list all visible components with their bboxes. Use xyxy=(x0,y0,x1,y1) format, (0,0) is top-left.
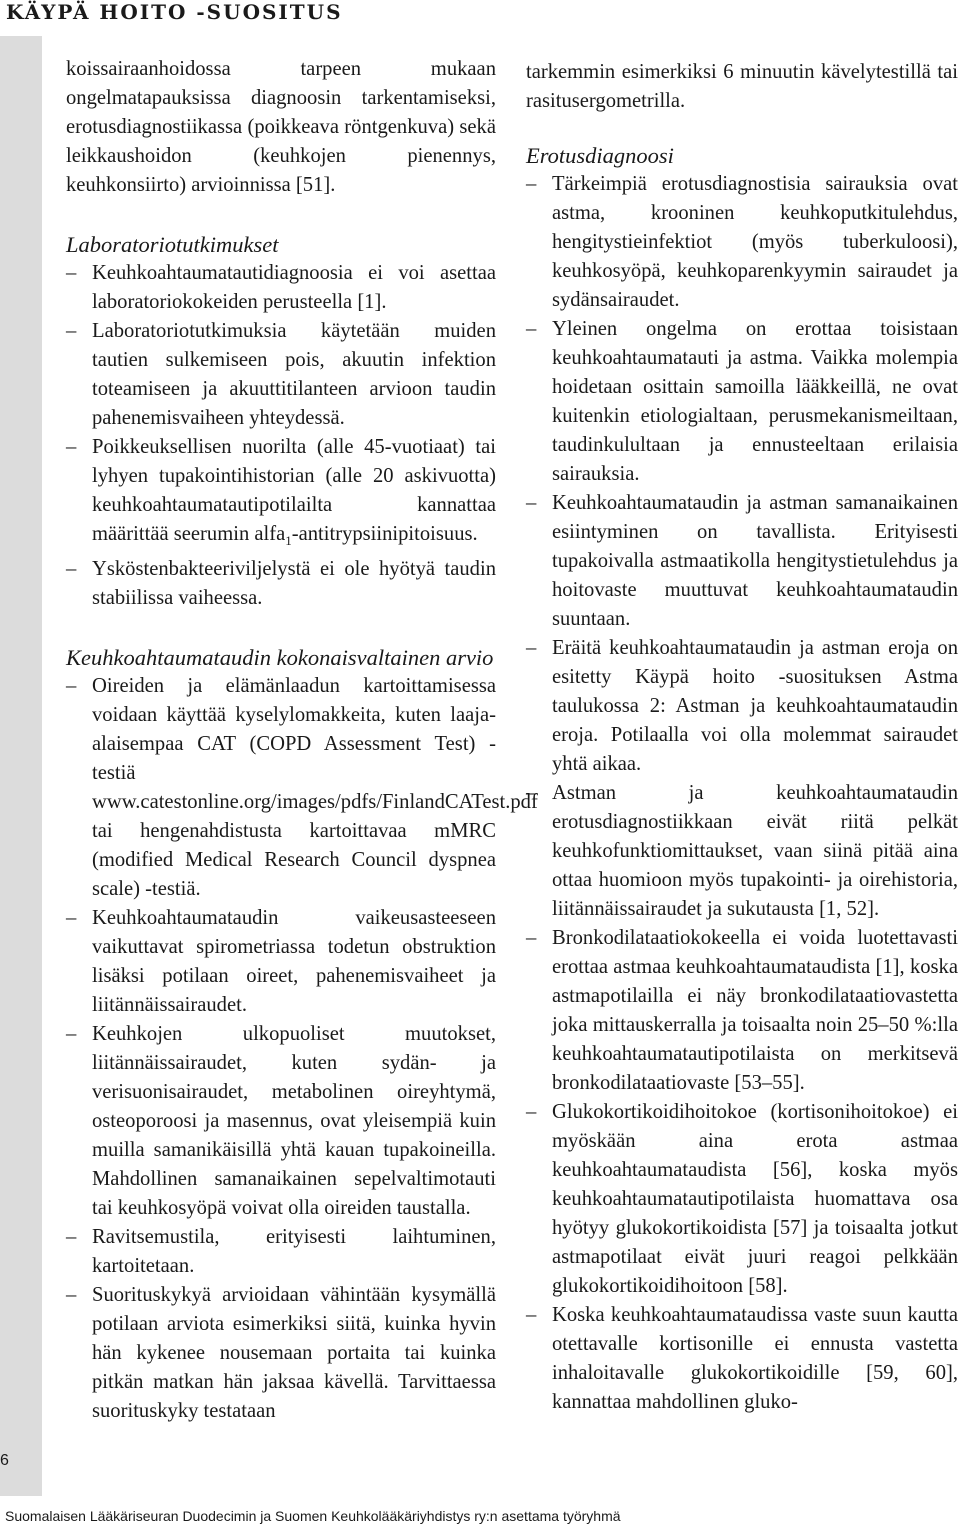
list-item: – Koska keuhkoahtaumataudissa vaste suun kautta otettavalle kortisonille ei ennusta vastetta inhaloitavalle glukokortikoidille [59, 60], kannattaa mahdollinen gluko- xyxy=(526,1301,958,1417)
right-column xyxy=(526,58,958,1417)
list-item: – Keuhkoahtaumatautidiagnoosia ei voi asettaa laboratoriokokeiden perusteella [1]. xyxy=(66,259,496,317)
side-margin-band xyxy=(0,36,42,1496)
list-item: – Yleinen ongelma on erottaa toisistaan keuhkoahtaumatauti ja astma. Vaikka molempia hoidetaan osittain samoilla lääkkeillä, ne ovat kuitenkin etiologialtaan, perusmekanismeiltaan, taudinkulultaan ja ennusteeltaan erilaisia sairauksia. xyxy=(526,315,958,489)
lab-heading: Laboratoriotutkimukset xyxy=(66,232,279,257)
evaluation-heading: Keuhkoahtaumataudin kokonaisvaltainen arvio xyxy=(66,645,494,671)
alfa-item-tail: -antitrypsiinipitoisuus. xyxy=(291,523,478,545)
evaluation-list xyxy=(66,672,538,1426)
page-footer: Suomalaisen Lääkäriseuran Duodecimin ja Suomen Keuhkolääkäriyhdistys ry:n asettama työryhmä xyxy=(5,1508,621,1524)
list-item: – Ysköstenbakteeriviljelystä ei ole hyötyä taudin stabiilissa vaiheessa. xyxy=(66,555,496,613)
list-item: – Eräitä keuhkoahtaumataudin ja astman eroja on esitetty Käypä hoito -suosituksen Astma taulukossa 2: Astman ja keuhkoahtaumataudin eroja. Potilaalla voi olla molemmat sairaudet yhtä aikaa. xyxy=(526,634,958,779)
differential-diagnosis-heading: Erotusdiagnoosi xyxy=(526,143,674,168)
page-header-title: KÄYPÄ HOITO -SUOSITUS xyxy=(6,0,343,24)
list-item: – Laboratoriotutkimuksia käytetään muiden tautien sulkemiseen pois, akuutin infektion toteamiseen ja akuuttitilanteen arvioon taudin pahenemisvaiheen yhteydessä. xyxy=(66,317,496,433)
list-item: – Suorituskykyä arvioidaan vähintään kysymällä potilaan arviota esimerkiksi siitä, kuinka hyvin hän kykenee nousemaan portaita tai kuinka pitkän matkan hän jaksaa kävellä. Tarvittaessa suorituskyky testataan xyxy=(66,1281,496,1426)
list-item: – Keuhkoahtaumataudin vaikeusasteeseen vaikuttavat spirometriassa todetun obstruktion lisäksi potilaan oireet, pahenemisvaiheet ja liitännäissairaudet. xyxy=(66,904,496,1020)
lab-list xyxy=(66,259,496,613)
left-column xyxy=(66,55,538,1426)
right-intro-paragraph: tarkemmin esimerkiksi 6 minuutin kävelytestillä tai rasitusergometrilla. xyxy=(526,61,958,112)
list-item: – Keuhkojen ulkopuoliset muutokset, liitännäissairaudet, kuten sydän- ja verisuonisairaudet, metabolinen oireyhtymä, osteoporoosi ja masennus, ovat yleisempiä kuin muilla samanikäisillä yhtä kauan tupakoineilla. Mahdollinen samanaikainen sepelvaltimotauti tai keuhkosyöpä voivat olla oireiden taustalla. xyxy=(66,1020,496,1223)
list-item: – Astman ja keuhkoahtaumataudin erotusdiagnostiikkaan eivät riitä pelkät keuhkofunktiomittaukset, vaan siinä pitää aina ottaa huomioon myös tupakointi- ja oirehistoria, liitännäissairaudet ja sukutausta [1, 52]. xyxy=(526,779,958,924)
list-item: – Tärkeimpiä erotusdiagnostisia sairauksia ovat astma, krooninen keuhkoputkitulehdus, hengitystieinfektiot (myös tuberkuloosi), keuhkosyöpä, keuhkoparenkyymin sairaudet ja sydänsairaudet. xyxy=(526,170,958,315)
alfa-item-text: Poikkeuksellisen nuorilta (alle 45-vuotiaat) tai lyhyen tupakointihistorian (alle 20 askivuotta) keuhkoahtaumatautipotilailta kannattaa määrittää seerumin alfa xyxy=(92,436,496,545)
differential-diagnosis-list xyxy=(526,170,958,1417)
list-item: – Keuhkoahtaumataudin ja astman samanaikainen esiintyminen on tavallista. Erityisesti tupakoivalla astmaatikolla hengitystietulehdus ja hoitovaste muuttuvat keuhkoahtaumataudin suuntaan. xyxy=(526,489,958,634)
list-item: – Oireiden ja elämänlaadun kartoittamisessa voidaan käyttää kyselylomakkeita, kuten laaja-alaisempaa CAT (COPD Assessment Test) -testiä www.catestonline.org/images/pdfs/FinlandCATest.pdf tai hengenahdistusta kartoittavaa mMRC (modified Medical Research Council dyspnea scale) -testiä. xyxy=(66,672,496,904)
list-item xyxy=(66,433,496,555)
list-item: – Glukokortikoidihoitokoe (kortisonihoitokoe) ei myöskään aina erota astmaa keuhkoahtaumataudista [56], koska myös keuhkoahtaumatautipotilaista huomattava osa hyötyy glukokortikoidista [57] ja toisaalta jotkut astmapotilaat eivät juuri reagoi pelkkään glukokortikoidihoitoon [58]. xyxy=(526,1098,958,1301)
alfa-subscript: 1 xyxy=(285,533,292,549)
list-item: – Bronkodilataatiokokeella ei voida luotettavasti erottaa astmaa keuhkoahtaumataudista [1], koska astmapotilailla ei näy bronkodilataatiovastetta joka mittauskerralla ja toisaalta noin 25–50 %:lla keuhkoahtaumatautipotilaista on merkitsevä bronkodilataatiovaste [53–55]. xyxy=(526,924,958,1098)
left-intro-paragraph: koissairaanhoidossa tarpeen mukaan ongelmatapauksissa diagnoosin tarkentamiseksi, erotusdiagnostiikassa (poikkeava röntgenkuva) sekä leikkaushoidon (keuhkojen pienennys, keuhkonsiirto) arvioinnissa [51]. xyxy=(66,58,496,196)
list-item: – Ravitsemustila, erityisesti laihtuminen, kartoitetaan. xyxy=(66,1223,496,1281)
page-number: 6 xyxy=(0,1452,9,1469)
